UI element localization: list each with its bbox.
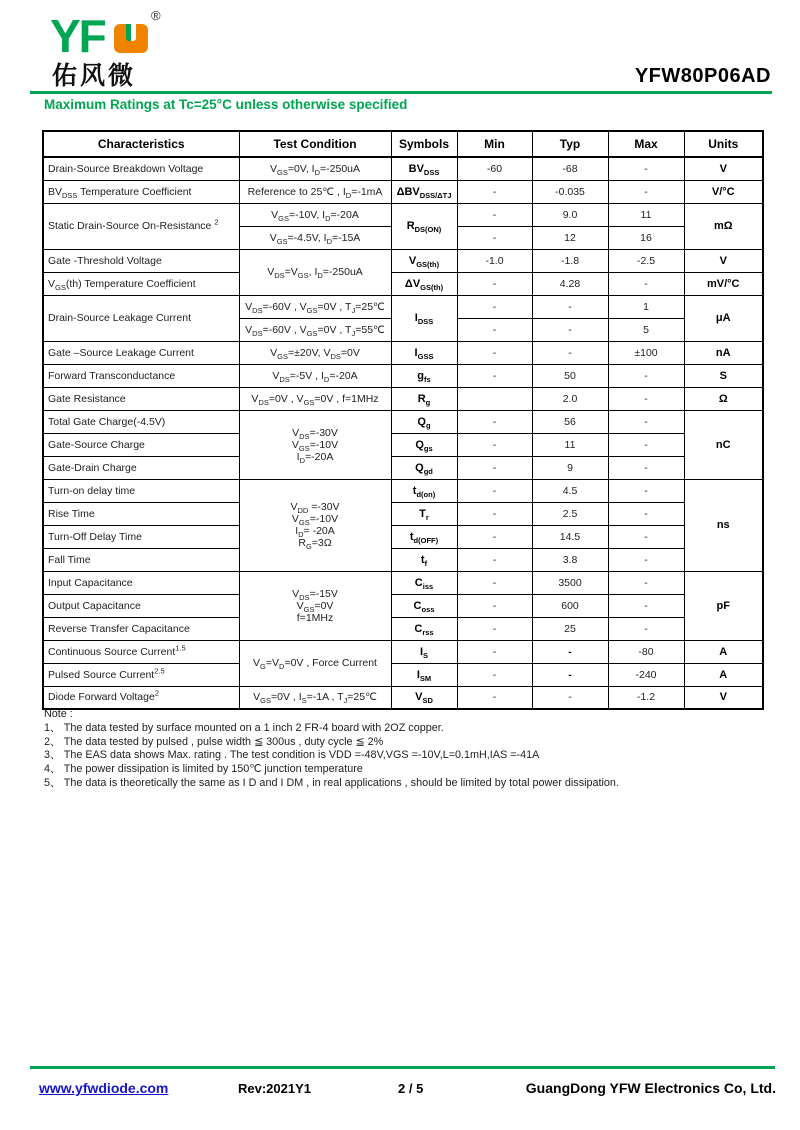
table-row — [43, 525, 763, 548]
cell-units: nA — [684, 341, 763, 364]
footer-page-number: 2 / 5 — [398, 1081, 424, 1096]
table-row — [43, 387, 763, 410]
cell-characteristic: Gate-Drain Charge — [43, 456, 239, 479]
cell-condition: $V_{GS}=-10V$, $I_D=-20A$ — [239, 203, 391, 226]
cell-min: - — [457, 594, 532, 617]
cell-typ: 9 — [532, 456, 608, 479]
cell-characteristic: $BV_{DSS}$ Temperature Coefficient — [43, 180, 239, 203]
footer-revision: Rev:2021Y1 — [238, 1081, 311, 1096]
table-row — [43, 548, 763, 571]
cell-units: Ω — [684, 387, 763, 410]
cell-symbol: $C_{oss}$ — [391, 594, 457, 617]
cell-symbol: $Q_{gd}$ — [391, 456, 457, 479]
cell-min: - — [457, 226, 532, 249]
cell-typ: 25 — [532, 617, 608, 640]
note-line-2: 2、 The data tested by pulsed , pulse width ≦ 300us , duty cycle ≦ 2% — [44, 735, 384, 748]
cell-condition: $V_{DS}=V_{GS}$, $I_D=-250uA$ — [239, 249, 391, 295]
cell-typ: 3500 — [532, 571, 608, 594]
cell-units: mΩ — [684, 203, 763, 249]
table-row — [43, 341, 763, 364]
cell-typ: 2.0 — [532, 387, 608, 410]
cell-min: - — [457, 640, 532, 663]
cell-characteristic: Total Gate Charge(-4.5V) — [43, 410, 239, 433]
header-divider — [30, 91, 772, 94]
table-row — [43, 594, 763, 617]
cell-condition: Reference to 25℃ , $I_D=-1mA$ — [239, 180, 391, 203]
cell-max: ±100 — [608, 341, 684, 364]
cell-units: μA — [684, 295, 763, 341]
cell-characteristic: Fall Time — [43, 548, 239, 571]
table-row — [43, 249, 763, 272]
cell-symbol: $I_{SM}$ — [391, 663, 457, 686]
cell-symbol: $Q_{gs}$ — [391, 433, 457, 456]
notes-title: Note : — [44, 708, 73, 720]
cell-min: - — [457, 433, 532, 456]
table-row — [43, 640, 763, 663]
cell-characteristic: Gate –Source Leakage Current — [43, 341, 239, 364]
cell-units: pF — [684, 571, 763, 640]
note-line-3: 3、 The EAS data shows Max. rating . The test condition is VDD =-48V,VGS =-10V,L=0.1mH,IAS =-41A — [44, 749, 540, 762]
cell-min: - — [457, 548, 532, 571]
cell-units: V — [684, 686, 763, 709]
cell-min: - — [457, 525, 532, 548]
cell-typ: 14.5 — [532, 525, 608, 548]
table-header-row — [43, 131, 763, 157]
cell-min: - — [457, 456, 532, 479]
part-number: YFW80P06AD — [634, 65, 771, 87]
cell-typ: - — [532, 640, 608, 663]
cell-characteristic: Gate-Source Charge — [43, 433, 239, 456]
cell-units: S — [684, 364, 763, 387]
logo-w-icon — [114, 24, 148, 53]
cell-condition: $V_{DS}=0V$ , $V_{GS}=0V$ , f=1MHz — [239, 387, 391, 410]
cell-typ: - — [532, 341, 608, 364]
cell-characteristic: Gate -Threshold Voltage — [43, 249, 239, 272]
cell-max: - — [608, 433, 684, 456]
cell-typ: 600 — [532, 594, 608, 617]
cell-min: - — [457, 663, 532, 686]
table-row — [43, 617, 763, 640]
cell-units: ns — [684, 479, 763, 571]
cell-min: - — [457, 203, 532, 226]
column-header-test-condition: Test Condition — [239, 131, 391, 157]
cell-typ: 4.5 — [532, 479, 608, 502]
cell-max: - — [608, 571, 684, 594]
column-header-characteristics: Characteristics — [43, 131, 239, 157]
table-row — [43, 502, 763, 525]
table-row — [43, 295, 763, 318]
cell-units: nC — [684, 410, 763, 479]
footer-divider — [30, 1066, 775, 1069]
table-row — [43, 157, 763, 180]
table-row — [43, 686, 763, 709]
cell-condition: $V_{DS}=-60V$ , $V_{GS}=0V$ , $T_J=25℃$ — [239, 295, 391, 318]
cell-typ: -0.035 — [532, 180, 608, 203]
cell-min: - — [457, 295, 532, 318]
cell-min: - — [457, 686, 532, 709]
logo-w-notch — [126, 24, 136, 41]
cell-characteristic: $V_{GS}(th)$ Temperature Coefficient — [43, 272, 239, 295]
table-row — [43, 433, 763, 456]
cell-typ: - — [532, 686, 608, 709]
cell-condition: $V_{DS}=-15V$ $V_{GS}=0V$ f=1MHz — [239, 571, 391, 640]
column-header-symbols: Symbols — [391, 131, 457, 157]
cell-units: V — [684, 157, 763, 180]
cell-min: - — [457, 617, 532, 640]
cell-max: -240 — [608, 663, 684, 686]
cell-min: - — [457, 364, 532, 387]
cell-symbol: $g_{fs}$ — [391, 364, 457, 387]
cell-symbol: $Q_g$ — [391, 410, 457, 433]
table-row — [43, 180, 763, 203]
cell-symbol: $R_{DS(ON)}$ — [391, 203, 457, 249]
cell-max: -80 — [608, 640, 684, 663]
cell-typ: 11 — [532, 433, 608, 456]
cell-max: - — [608, 548, 684, 571]
cell-max: 11 — [608, 203, 684, 226]
cell-max: 5 — [608, 318, 684, 341]
cell-typ: 56 — [532, 410, 608, 433]
column-header-typ: Typ — [532, 131, 608, 157]
cell-symbol: $t_{d(OFF)}$ — [391, 525, 457, 548]
cell-units: A — [684, 640, 763, 663]
cell-typ: 50 — [532, 364, 608, 387]
cell-typ: - — [532, 318, 608, 341]
cell-characteristic: Gate Resistance — [43, 387, 239, 410]
cell-symbol: $V_{SD}$ — [391, 686, 457, 709]
cell-symbol: $C_{iss}$ — [391, 571, 457, 594]
cell-max: - — [608, 272, 684, 295]
cell-condition: $V_{GS}=\pm 20V$, $V_{DS}=0V$ — [239, 341, 391, 364]
cell-max: - — [608, 410, 684, 433]
cell-units: V — [684, 249, 763, 272]
cell-typ: 12 — [532, 226, 608, 249]
cell-characteristic: Reverse Transfer Capacitance — [43, 617, 239, 640]
cell-units: mV/°C — [684, 272, 763, 295]
notes-section — [44, 708, 619, 791]
cell-typ: 9.0 — [532, 203, 608, 226]
cell-units: V/°C — [684, 180, 763, 203]
cell-typ: 3.8 — [532, 548, 608, 571]
cell-characteristic: Rise Time — [43, 502, 239, 525]
cell-symbol: $t_{d(on)}$ — [391, 479, 457, 502]
cell-characteristic: Turn-Off Delay Time — [43, 525, 239, 548]
cell-symbol: $I_S$ — [391, 640, 457, 663]
table-row — [43, 456, 763, 479]
cell-min: - — [457, 180, 532, 203]
cell-characteristic: Forward Transconductance — [43, 364, 239, 387]
cell-max: - — [608, 456, 684, 479]
note-line-5: 5、 The data is theoretically the same as I D and I DM , in real applications , should be limited by total power dissipation. — [44, 776, 619, 789]
cell-max: - — [608, 594, 684, 617]
cell-symbol: $I_{DSS}$ — [391, 295, 457, 341]
cell-max: - — [608, 525, 684, 548]
cell-characteristic: Drain-Source Leakage Current — [43, 295, 239, 341]
cell-characteristic: Turn-on delay time — [43, 479, 239, 502]
cell-symbol: $T_r$ — [391, 502, 457, 525]
cell-min: - — [457, 410, 532, 433]
cell-condition: $V_{GS}=-4.5V$, $I_D=-15A$ — [239, 226, 391, 249]
table-row — [43, 479, 763, 502]
column-header-units: Units — [684, 131, 763, 157]
cell-min: - — [457, 318, 532, 341]
note-line-1: 1、 The data tested by surface mounted on a 1 inch 2 FR-4 board with 2OZ copper. — [44, 721, 444, 734]
cell-max: 1 — [608, 295, 684, 318]
cell-characteristic: Static Drain-Source On-Resistance $^2$ — [43, 203, 239, 249]
registered-trademark-icon: ® — [151, 8, 161, 23]
table-row — [43, 364, 763, 387]
cell-max: -1.2 — [608, 686, 684, 709]
table-row — [43, 272, 763, 295]
section-title: Maximum Ratings at Tc=25°C unless otherwise specified — [44, 97, 408, 112]
cell-max: - — [608, 364, 684, 387]
cell-typ: 2.5 — [532, 502, 608, 525]
table-row — [43, 663, 763, 686]
cell-typ: - — [532, 295, 608, 318]
cell-condition: $V_{DS}=-5V$ , $I_D=-20A$ — [239, 364, 391, 387]
cell-max: -2.5 — [608, 249, 684, 272]
cell-max: - — [608, 617, 684, 640]
cell-min: - — [457, 479, 532, 502]
cell-condition: $V_G=V_D=0V$ , Force Current — [239, 640, 391, 686]
cell-max: - — [608, 502, 684, 525]
cell-max: 16 — [608, 226, 684, 249]
cell-typ: - — [532, 663, 608, 686]
footer-company: GuangDong YFW Electronics Co, Ltd. — [525, 1080, 776, 1096]
cell-symbol: $\Delta V_{GS(th)}$ — [391, 272, 457, 295]
cell-units: A — [684, 663, 763, 686]
cell-max: - — [608, 180, 684, 203]
cell-max: - — [608, 157, 684, 180]
cell-min: - — [457, 502, 532, 525]
cell-min: - — [457, 272, 532, 295]
cell-symbol: $C_{rss}$ — [391, 617, 457, 640]
logo-yf-text: YF — [50, 10, 105, 62]
cell-characteristic: Pulsed Source Current$^{2.5}$ — [43, 663, 239, 686]
cell-condition: $V_{DS}=-60V$ , $V_{GS}=0V$ , $T_J=55℃$ — [239, 318, 391, 341]
cell-symbol: $t_f$ — [391, 548, 457, 571]
website-link[interactable]: www.yfwdiode.com — [39, 1080, 169, 1096]
ratings-table — [42, 130, 764, 710]
cell-typ: -68 — [532, 157, 608, 180]
cell-condition: $V_{GS}=0V$, $I_D=-250uA$ — [239, 157, 391, 180]
cell-symbol: $\Delta BV_{DSS/\Delta TJ}$ — [391, 180, 457, 203]
cell-typ: -1.8 — [532, 249, 608, 272]
note-line-4: 4、 The power dissipation is limited by 150℃ junction temperature — [44, 763, 363, 776]
cell-symbol: $I_{GSS}$ — [391, 341, 457, 364]
cell-min: - — [457, 571, 532, 594]
cell-characteristic: Diode Forward Voltage$^2$ — [43, 686, 239, 709]
cell-condition: $V_{DD} =-30V$ $V_{GS}=-10V$ $I_D= -20A$ $R_G=3\Omega$ — [239, 479, 391, 571]
logo-chinese-text: 佑风微 — [52, 62, 137, 90]
cell-symbol: $BV_{DSS}$ — [391, 157, 457, 180]
cell-min: -60 — [457, 157, 532, 180]
cell-characteristic: Drain-Source Breakdown Voltage — [43, 157, 239, 180]
column-header-max: Max — [608, 131, 684, 157]
column-header-min: Min — [457, 131, 532, 157]
cell-max: - — [608, 387, 684, 410]
table-row — [43, 410, 763, 433]
cell-min — [457, 387, 532, 410]
cell-condition: $V_{GS}=0V$ , $I_S=-1A$ , $T_J=25℃$ — [239, 686, 391, 709]
cell-max: - — [608, 479, 684, 502]
cell-min: -1.0 — [457, 249, 532, 272]
table-row — [43, 203, 763, 226]
cell-typ: 4.28 — [532, 272, 608, 295]
cell-symbol: $R_g$ — [391, 387, 457, 410]
cell-symbol: $V_{GS(th)}$ — [391, 249, 457, 272]
table-row — [43, 571, 763, 594]
cell-condition: $V_{DS}=-30V$ $V_{GS}=-10V$ $I_D=-20A$ — [239, 410, 391, 479]
cell-min: - — [457, 341, 532, 364]
cell-characteristic: Output Capacitance — [43, 594, 239, 617]
cell-characteristic: Continuous Source Current$^{1.5}$ — [43, 640, 239, 663]
cell-characteristic: Input Capacitance — [43, 571, 239, 594]
